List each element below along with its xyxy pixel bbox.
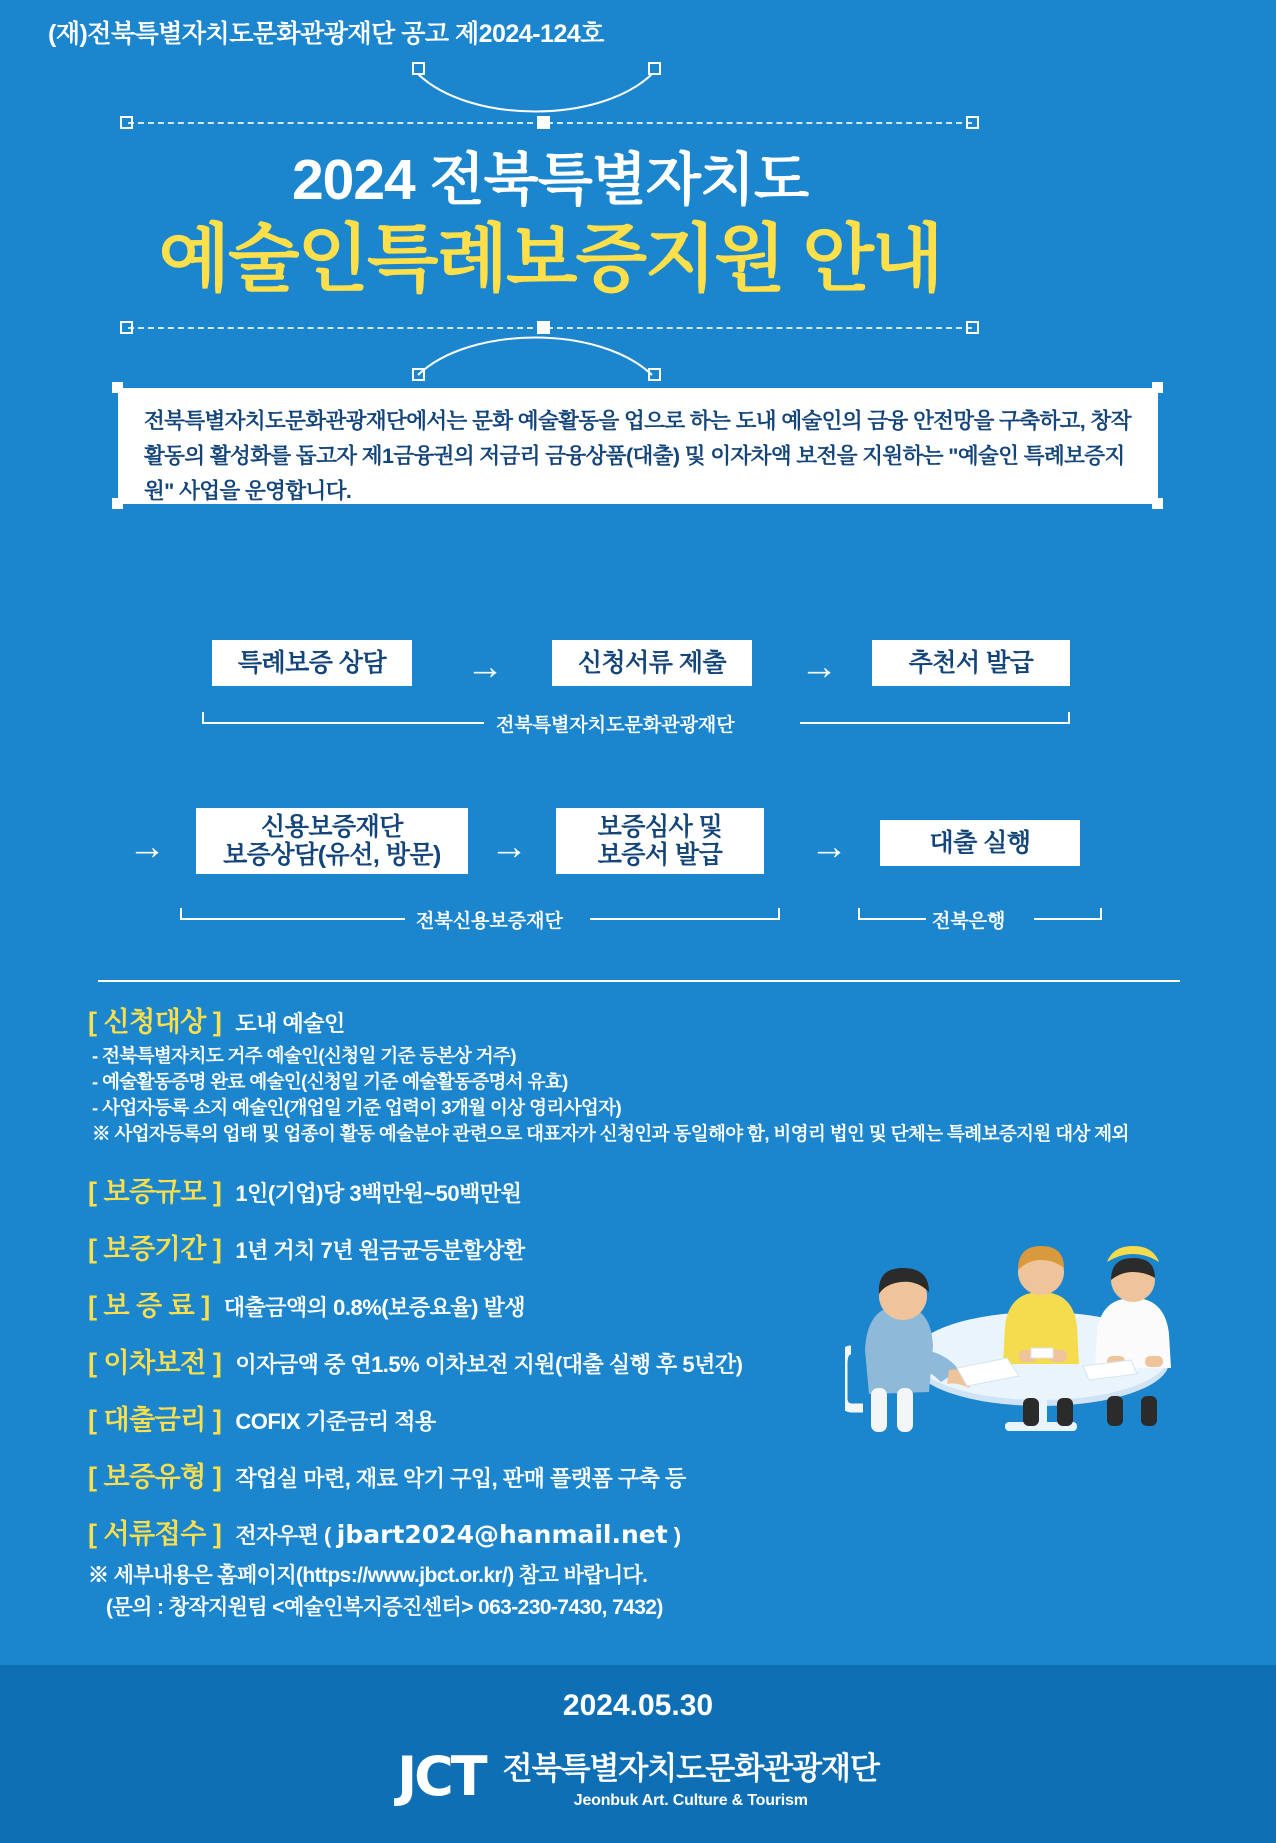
submission-email: jbart2024@hanmail.net xyxy=(336,1520,668,1549)
flow-step-submit: 신청서류 제출 xyxy=(552,640,752,686)
brace1-label: 전북특별자치도문화관광재단 xyxy=(496,715,735,736)
illustration-meeting xyxy=(845,1200,1195,1440)
arc-bottom xyxy=(410,327,660,375)
brace2-label-left: 전북신용보증재단 xyxy=(416,911,563,932)
square-arc-bottom-left xyxy=(412,368,425,381)
applicant-note-3: - 사업자등록 소지 예술인(개업일 기준 업력이 3개월 이상 영리사업자) xyxy=(92,1097,622,1118)
footer-org-ko: 전북특별자치도문화관광재단 xyxy=(502,1751,879,1786)
square-top-right xyxy=(966,116,979,129)
detail-label-guarantee-type: [ 보증유형 ] xyxy=(88,1462,222,1492)
brace2-label-right: 전북은행 xyxy=(932,911,1006,932)
flow-step-review-issue-l1: 보증심사 및 xyxy=(597,813,723,841)
title-line-1: 2024 전북특별자치도 xyxy=(291,148,809,212)
square-top-left xyxy=(120,116,133,129)
flow-step-recommendation: 추천서 발급 xyxy=(872,640,1070,686)
square-arc-top-right xyxy=(648,62,661,75)
applicant-note-4-pre: ※ 사업자등록의 업태 및 업종이 활동 예술분야 관련으로 대표자가 신청인과 동일해야 함, xyxy=(92,1123,774,1144)
detail-row-scale xyxy=(88,1170,521,1209)
detail-label-fee: [ 보 증 료 ] xyxy=(88,1291,210,1321)
detail-row-loan-rate xyxy=(88,1398,436,1437)
desc-corner-tr xyxy=(1152,382,1163,393)
flow-arrow-1: → xyxy=(466,646,504,688)
footer-org-en: Jeonbuk Art. Culture & Tourism xyxy=(573,1792,808,1809)
flow-step-guarantee-consult xyxy=(196,808,468,874)
title-line-2: 예술인특례보증지원 안내 xyxy=(158,217,942,300)
desc-corner-tl xyxy=(112,382,123,393)
brace1-line-left xyxy=(202,722,484,724)
footnote xyxy=(88,1560,663,1624)
square-arc-top-left xyxy=(412,62,425,75)
desc-corner-bl xyxy=(112,498,123,509)
brace2-line-left-a xyxy=(180,918,405,920)
flow-arrow-2: → xyxy=(800,646,838,688)
brace2-tick-right-a xyxy=(858,908,860,920)
description-box xyxy=(118,388,1158,504)
detail-label-loan-rate: [ 대출금리 ] xyxy=(88,1405,222,1435)
detail-value-scale: 1인(기업)당 3백만원~50백만원 xyxy=(235,1181,522,1206)
applicant-note-1: - 전북특별자치도 거주 예술인(신청일 기준 등본상 거주) xyxy=(92,1045,516,1066)
applicant-note-2: - 예술활동증명 완료 예술인(신청일 기준 예술활동증명서 유효) xyxy=(92,1071,568,1092)
brace2-tick-left-a xyxy=(180,908,182,920)
detail-label-interest-support: [ 이차보전 ] xyxy=(88,1348,222,1378)
footnote-line-1: ※ 세부내용은 홈페이지(https://www.jbct.or.kr/) 참고 바랍니다. xyxy=(88,1564,648,1587)
square-arc-bottom-right xyxy=(648,368,661,381)
notice-number: (재)전북특별자치도문화관광재단 공고 제2024-124호 xyxy=(48,20,604,48)
detail-row-interest-support xyxy=(88,1341,742,1380)
dashed-line-top xyxy=(128,122,972,124)
flow-arrow-0b: → xyxy=(128,826,166,868)
brace2-line-right-a xyxy=(858,918,926,920)
brace1-line-right xyxy=(800,722,1070,724)
detail-row-period xyxy=(88,1227,525,1266)
section-divider xyxy=(98,980,1180,982)
detail-label-scale: [ 보증규모 ] xyxy=(88,1177,222,1207)
brace2-line-right-b xyxy=(1034,918,1102,920)
brace2-line-left-b xyxy=(590,918,780,920)
detail-row-applicant xyxy=(88,1000,345,1039)
detail-value-interest-support: 이자금액 중 연1.5% 이차보전 지원(대출 실행 후 5년간) xyxy=(235,1352,743,1377)
brace1-tick-left xyxy=(202,712,204,724)
title-frame xyxy=(120,72,980,362)
detail-value-fee: 대출금액의 0.8%(보증요율) 발생 xyxy=(223,1295,526,1320)
applicant-note-4 xyxy=(92,1121,1129,1147)
submission-email-suffix: ) xyxy=(673,1523,681,1548)
flow-step-consult: 특례보증 상담 xyxy=(212,640,412,686)
flow-step-guarantee-consult-l1: 신용보증재단 xyxy=(261,813,403,841)
brace2-tick-right-b xyxy=(1100,908,1102,920)
detail-label-applicant: [ 신청대상 ] xyxy=(88,1007,222,1037)
detail-value-loan-rate: COFIX 기준금리 적용 xyxy=(235,1409,436,1434)
applicant-note-4-bold: 비영리 법인 및 단체는 특례보증지원 대상 제외 xyxy=(773,1123,1129,1144)
footer-date: 2024.05.30 xyxy=(562,1689,714,1722)
flow-step-review-issue-l2: 보증서 발급 xyxy=(597,841,723,869)
square-bottom-left xyxy=(120,321,133,334)
applicant-notes xyxy=(92,1043,1129,1147)
flow-step-guarantee-consult-l2: 보증상담(유선, 방문) xyxy=(223,841,441,869)
detail-value-period: 1년 거치 7년 원금균등분할상환 xyxy=(235,1238,525,1263)
desc-corner-br xyxy=(1152,498,1163,509)
detail-value-submission: 전자우편 ( xyxy=(235,1523,331,1548)
detail-value-guarantee-type: 작업실 마련, 재료 악기 구입, 판매 플랫폼 구축 등 xyxy=(235,1466,686,1491)
description-text: 전북특별자치도문화관광재단에서는 문화 예술활동을 업으로 하는 도내 예술인의 금융 안전망을 구축하고, 창작 활동의 활성화를 돕고자 제1금융권의 저금리 금융상품(대출) 및 이자차액 보전을 지원하는 "예술인 특례보증지원" 사업을 운영합니다. xyxy=(144,409,1131,503)
detail-row-submission xyxy=(88,1512,681,1551)
flow-arrow-4: → xyxy=(810,826,848,868)
detail-label-submission: [ 서류접수 ] xyxy=(88,1519,222,1549)
arc-top xyxy=(410,66,660,114)
detail-row-fee xyxy=(88,1284,525,1323)
detail-value-applicant: 도내 예술인 xyxy=(235,1011,345,1036)
detail-label-period: [ 보증기간 ] xyxy=(88,1234,222,1264)
square-top-center xyxy=(537,116,550,129)
brace2-tick-left-b xyxy=(778,908,780,920)
footer-brand xyxy=(0,1743,1276,1810)
flow-step-loan: 대출 실행 xyxy=(880,820,1080,866)
brace1-tick-right xyxy=(1068,712,1070,724)
flow-arrow-3: → xyxy=(490,826,528,868)
footer xyxy=(0,1665,1276,1843)
jct-logo-icon: JCT xyxy=(397,1745,485,1808)
flow-step-review-issue xyxy=(556,808,764,874)
footnote-line-2: (문의 : 창작지원팀 <예술인복지증진센터> 063-230-7430, 7432) xyxy=(106,1596,663,1619)
detail-row-guarantee-type xyxy=(88,1455,686,1494)
square-bottom-right xyxy=(966,321,979,334)
